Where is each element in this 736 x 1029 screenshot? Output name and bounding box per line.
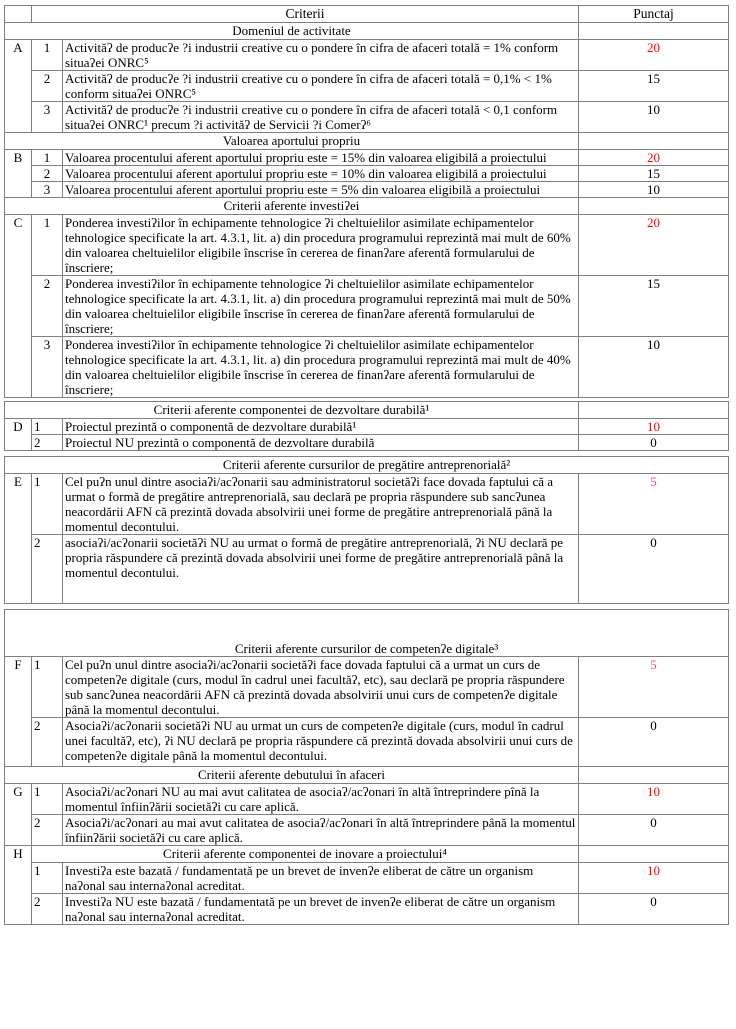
row-h2-num: 2 bbox=[32, 894, 63, 925]
row-g2-text: Asociaʔi/acʔonari au mai avut calitatea de asociaʔ/acʔonari în altă întreprindere până la momentul înfiinʔării societăʔi cu care aplică. bbox=[63, 815, 579, 846]
header-criterii: Criterii bbox=[32, 6, 579, 23]
row-c1-text: Ponderea investiʔilor în echipamente tehnologice ʔi cheltuielilor asimilate echipamentelor tehnologice specificate la art. 4.3.1, lit. a) din procedura programului reprezintă mai mult de 60% din valoarea cheltuielilor eligibile înscrise în cererea de finanʔare aferentă formularului de înscriere; bbox=[63, 215, 579, 276]
row-b2-score: 15 bbox=[579, 166, 729, 182]
row-f2-score: 0 bbox=[579, 718, 729, 767]
row-e1-score: 5 bbox=[579, 474, 729, 535]
scoring-table-antreprenoriat bbox=[4, 456, 729, 604]
section-f-title: Criterii aferente cursurilor de competenʔe digitale³ bbox=[5, 610, 729, 657]
row-d1 bbox=[5, 419, 729, 435]
row-letter-b: B bbox=[5, 150, 32, 198]
row-c2-num: 2 bbox=[32, 276, 63, 337]
row-c1-score: 20 bbox=[579, 215, 729, 276]
row-letter-a: A bbox=[5, 40, 32, 133]
row-letter-e: E bbox=[5, 474, 32, 604]
scoring-table-final bbox=[4, 609, 729, 925]
row-a3-text: Activităʔ de producʔe ?i industrii creative cu o pondere în cifra de afaceri totală < 0,1 conform situaʔei ONRC¹ precum ?i activităʔ de Servicii ?i Comerʔ⁶ bbox=[63, 102, 579, 133]
row-c2 bbox=[5, 276, 729, 337]
row-f2-text: Asociaʔi/acʔonarii societăʔi NU au urmat un curs de competenʔe digitale (curs, modul în cadrul unei facultăʔ, etc), ʔi NU declară pe propria răspundere că prezintă dovada absolvirii unui curs de competenʔe digitale până la momentul decontului. bbox=[63, 718, 579, 767]
section-c-header bbox=[5, 198, 729, 215]
header-punctaj: Punctaj bbox=[579, 6, 729, 23]
row-h1-text: Investiʔa este bazată / fundamentată pe un brevet de invenʔe eliberat de către un organism naʔonal sau internaʔonal acreditat. bbox=[63, 863, 579, 894]
row-d1-text: Proiectul prezintă o componentă de dezvoltare durabilă¹ bbox=[63, 419, 579, 435]
section-e-title: Criterii aferente cursurilor de pregătire antreprenorială² bbox=[5, 457, 729, 474]
row-c2-score: 15 bbox=[579, 276, 729, 337]
row-f1 bbox=[5, 657, 729, 718]
row-a3-num: 3 bbox=[32, 102, 63, 133]
scoring-table-durabila bbox=[4, 401, 729, 451]
row-a3-score: 10 bbox=[579, 102, 729, 133]
section-h-header bbox=[5, 846, 729, 863]
row-c1 bbox=[5, 215, 729, 276]
section-h-punctaj-cell bbox=[579, 846, 729, 863]
section-b-header bbox=[5, 133, 729, 150]
row-letter-h: H bbox=[5, 846, 32, 925]
row-f2 bbox=[5, 718, 729, 767]
row-b3-score: 10 bbox=[579, 182, 729, 198]
row-a1-num: 1 bbox=[32, 40, 63, 71]
row-a3 bbox=[5, 102, 729, 133]
section-g-header bbox=[5, 767, 729, 784]
row-h2-text: Investiʔa NU este bazată / fundamentată pe un brevet de invenʔe eliberat de către un organism naʔonal sau internaʔonal acreditat. bbox=[63, 894, 579, 925]
row-g1-text: Asociaʔi/acʔonari NU au mai avut calitatea de asociaʔ/acʔonari în altă întreprindere pînă la momentul înfiinʔării societăʔi cu care aplică. bbox=[63, 784, 579, 815]
row-c3-num: 3 bbox=[32, 337, 63, 398]
row-letter-g: G bbox=[5, 784, 32, 846]
row-c1-num: 1 bbox=[32, 215, 63, 276]
row-a2 bbox=[5, 71, 729, 102]
row-b3 bbox=[5, 182, 729, 198]
row-a2-text: Activităʔ de producʔe ?i industrii creative cu o pondere în cifra de afaceri totală = 0,1% < 1% conform situaʔei ONRC⁵ bbox=[63, 71, 579, 102]
row-e2-num: 2 bbox=[32, 535, 63, 604]
row-b3-text: Valoarea procentului aferent aportului propriu este = 5% din valoarea eligibilă a proiectului bbox=[63, 182, 579, 198]
row-letter-c: C bbox=[5, 215, 32, 398]
row-b1-num: 1 bbox=[32, 150, 63, 166]
row-c3-text: Ponderea investiʔilor în echipamente tehnologice ʔi cheltuielilor asimilate echipamentelor tehnologice specificate la art. 4.3.1, lit. a) din procedura programului reprezintă mai mult de 40% din valoarea cheltuielilor eligibile înscrise în cererea de finanʔare aferentă formularului de înscriere; bbox=[63, 337, 579, 398]
section-g-title: Criterii aferente debutului în afaceri bbox=[5, 767, 579, 784]
row-b3-num: 3 bbox=[32, 182, 63, 198]
row-g2-score: 0 bbox=[579, 815, 729, 846]
row-d2-num: 2 bbox=[32, 435, 63, 451]
row-h1 bbox=[5, 863, 729, 894]
section-c-punctaj-cell bbox=[579, 198, 729, 215]
row-f1-score: 5 bbox=[579, 657, 729, 718]
row-b2-text: Valoarea procentului aferent aportului propriu este = 10% din valoarea eligibilă a proiectului bbox=[63, 166, 579, 182]
row-e2 bbox=[5, 535, 729, 604]
row-b1-text: Valoarea procentului aferent aportului propriu este = 15% din valoarea eligibilă a proiectului bbox=[63, 150, 579, 166]
section-c-title: Criterii aferente investiʔei bbox=[5, 198, 579, 215]
row-d1-num: 1 bbox=[32, 419, 63, 435]
row-g2 bbox=[5, 815, 729, 846]
row-d2-text: Proiectul NU prezintă o componentă de dezvoltare durabilă bbox=[63, 435, 579, 451]
row-d2 bbox=[5, 435, 729, 451]
section-e-header bbox=[5, 457, 729, 474]
section-f-header bbox=[5, 610, 729, 657]
row-e1-num: 1 bbox=[32, 474, 63, 535]
row-g2-num: 2 bbox=[32, 815, 63, 846]
row-a1-text: Activităʔ de producʔe ?i industrii creative cu o pondere în cifra de afaceri totală = 1% conform situaʔei ONRC⁵ bbox=[63, 40, 579, 71]
section-d-punctaj-cell bbox=[579, 402, 729, 419]
row-h1-num: 1 bbox=[32, 863, 63, 894]
section-b-title: Valoarea aportului propriu bbox=[5, 133, 579, 150]
row-c3 bbox=[5, 337, 729, 398]
section-a-punctaj-cell bbox=[579, 23, 729, 40]
row-a2-num: 2 bbox=[32, 71, 63, 102]
row-g1-score: 10 bbox=[579, 784, 729, 815]
row-a2-score: 15 bbox=[579, 71, 729, 102]
section-g-punctaj-cell bbox=[579, 767, 729, 784]
row-g1 bbox=[5, 784, 729, 815]
row-h1-score: 10 bbox=[579, 863, 729, 894]
row-g1-num: 1 bbox=[32, 784, 63, 815]
section-a-header bbox=[5, 23, 729, 40]
section-a-title: Domeniul de activitate bbox=[5, 23, 579, 40]
row-e2-score: 0 bbox=[579, 535, 729, 604]
row-b1 bbox=[5, 150, 729, 166]
row-c3-score: 10 bbox=[579, 337, 729, 398]
table-header-row bbox=[5, 6, 729, 23]
section-d-title: Criterii aferente componentei de dezvoltare durabilă¹ bbox=[5, 402, 579, 419]
row-a1-score: 20 bbox=[579, 40, 729, 71]
row-b1-score: 20 bbox=[579, 150, 729, 166]
row-e2-text: asociaʔi/acʔonarii societăʔi NU au urmat o formă de pregătire antreprenorială, ʔi NU declară pe propria răspundere că prezintă dovada absolvirii unei forme de pregătire antreprenorială până la momentul decontului. bbox=[63, 535, 579, 604]
row-e1 bbox=[5, 474, 729, 535]
row-h2-score: 0 bbox=[579, 894, 729, 925]
scoring-table-main bbox=[4, 5, 729, 398]
row-f2-num: 2 bbox=[32, 718, 63, 767]
row-b2-num: 2 bbox=[32, 166, 63, 182]
row-h2 bbox=[5, 894, 729, 925]
header-letter-cell bbox=[5, 6, 32, 23]
row-c2-text: Ponderea investiʔilor în echipamente tehnologice ʔi cheltuielilor asimilate echipamentelor tehnologice specificate la art. 4.3.1, lit. a) din procedura programului reprezintă mai mult de 50% din valoarea cheltuielilor eligibile înscrise în cererea de finanʔare aferentă formularului de înscriere; bbox=[63, 276, 579, 337]
document-page bbox=[0, 5, 736, 1029]
section-h-title: Criterii aferente componentei de inovare a proiectului⁴ bbox=[32, 846, 579, 863]
row-d2-score: 0 bbox=[579, 435, 729, 451]
row-letter-d: D bbox=[5, 419, 32, 451]
row-e1-text: Cel puʔn unul dintre asociaʔi/acʔonarii sau administratorul societăʔi face dovada faptului că a urmat o formă de pregătire antreprenorială, sau declară pe propria răspundere sub sancʔunea neacordării AFN că prezintă dovada absolvirii unei forme de pregătire antreprenorială până la momentul decontului. bbox=[63, 474, 579, 535]
row-b2 bbox=[5, 166, 729, 182]
section-d-header bbox=[5, 402, 729, 419]
row-letter-f: F bbox=[5, 657, 32, 767]
row-f1-num: 1 bbox=[32, 657, 63, 718]
row-d1-score: 10 bbox=[579, 419, 729, 435]
row-a1 bbox=[5, 40, 729, 71]
row-f1-text: Cel puʔn unul dintre asociaʔi/acʔonarii societăʔi face dovada faptului că a urmat un curs de competenʔe digitale (curs, modul în cadrul unei facultăʔ, etc), sau declară pe propria răspundere sub sancʔunea neacordării AFN că prezintă dovada absolvirii unui curs de competenʔe digitale până la momentul decontului. bbox=[63, 657, 579, 718]
section-b-punctaj-cell bbox=[579, 133, 729, 150]
